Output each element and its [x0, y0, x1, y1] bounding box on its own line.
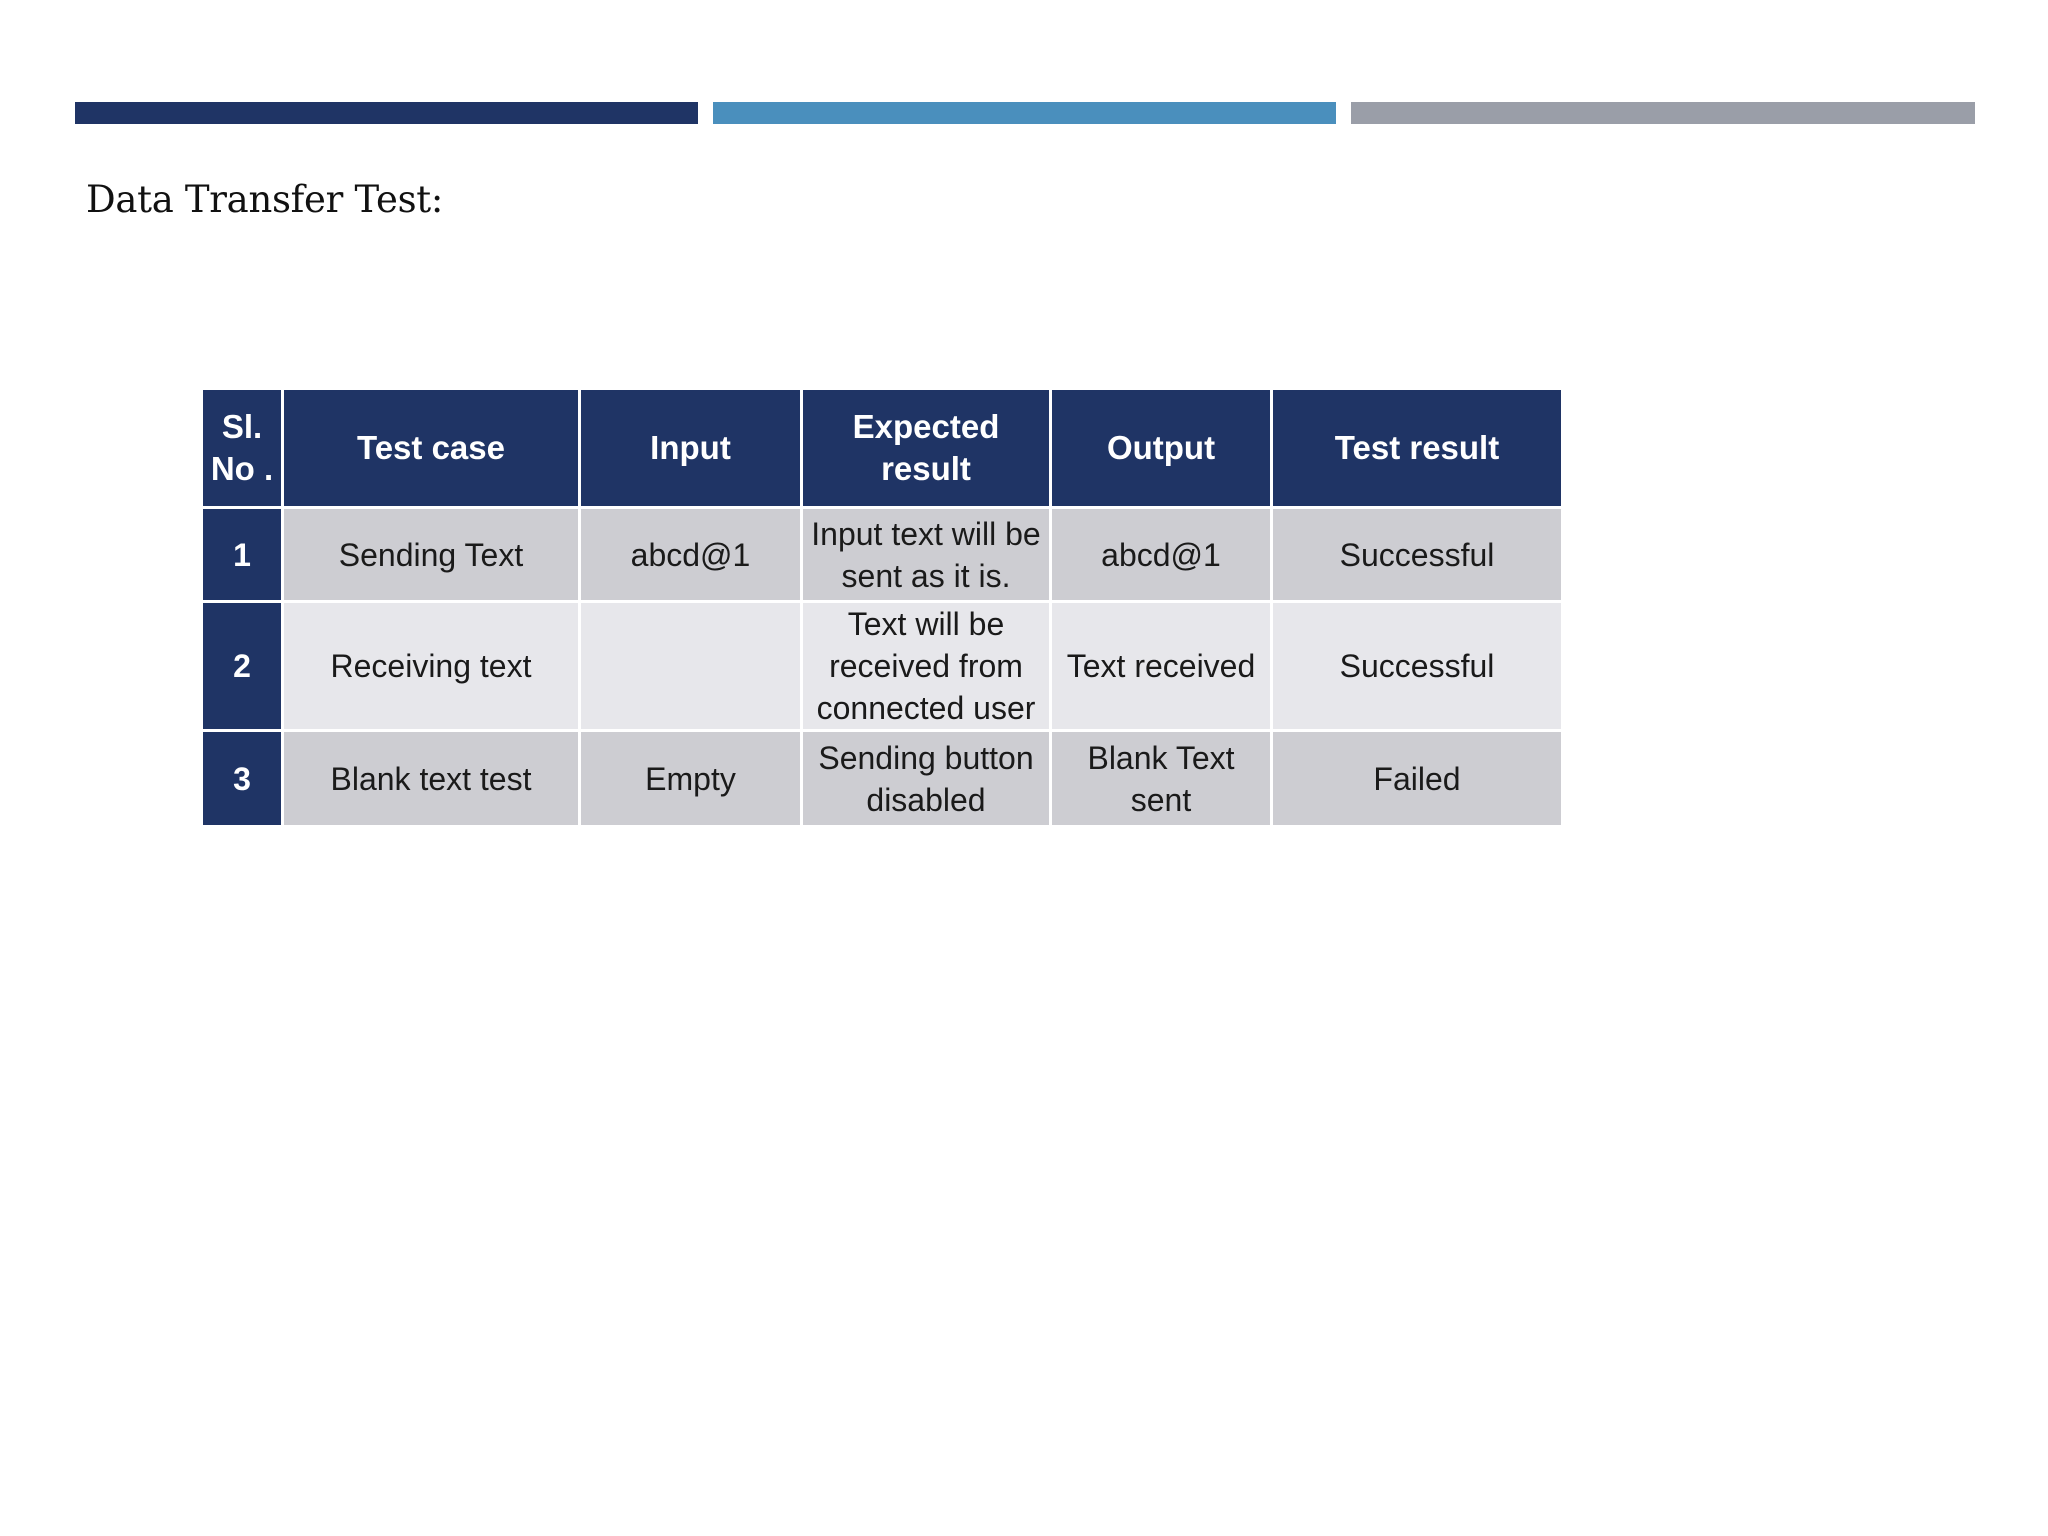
cell-expected-result: Input text will be sent as it is. — [803, 509, 1049, 600]
table-header-row — [203, 390, 1561, 506]
header-sl-no: Sl. No . — [203, 390, 281, 506]
cell-input: Empty — [581, 732, 800, 825]
accent-bars — [75, 102, 1975, 124]
cell-test-case: Receiving text — [284, 603, 578, 729]
header-expected-result: Expected result — [803, 390, 1049, 506]
cell-sl-no: 3 — [203, 732, 281, 825]
cell-sl-no: 2 — [203, 603, 281, 729]
slide-title: Data Transfer Test: — [86, 178, 444, 221]
accent-bar-blue — [713, 102, 1336, 124]
cell-output: Blank Text sent — [1052, 732, 1270, 825]
header-input: Input — [581, 390, 800, 506]
table-row — [203, 732, 1561, 825]
accent-bar-gray — [1351, 102, 1975, 124]
cell-output: abcd@1 — [1052, 509, 1270, 600]
cell-test-result: Successful — [1273, 509, 1561, 600]
cell-expected-result: Sending button disabled — [803, 732, 1049, 825]
table-row — [203, 509, 1561, 600]
header-test-case: Test case — [284, 390, 578, 506]
cell-test-result: Successful — [1273, 603, 1561, 729]
cell-test-result: Failed — [1273, 732, 1561, 825]
cell-input — [581, 603, 800, 729]
cell-test-case: Sending Text — [284, 509, 578, 600]
cell-expected-result: Text will be received from connected user — [803, 603, 1049, 729]
cell-sl-no: 1 — [203, 509, 281, 600]
cell-input: abcd@1 — [581, 509, 800, 600]
cell-output: Text received — [1052, 603, 1270, 729]
table-row — [203, 603, 1561, 729]
header-output: Output — [1052, 390, 1270, 506]
test-results-table — [200, 387, 1564, 828]
cell-test-case: Blank text test — [284, 732, 578, 825]
header-test-result: Test result — [1273, 390, 1561, 506]
accent-bar-navy — [75, 102, 698, 124]
